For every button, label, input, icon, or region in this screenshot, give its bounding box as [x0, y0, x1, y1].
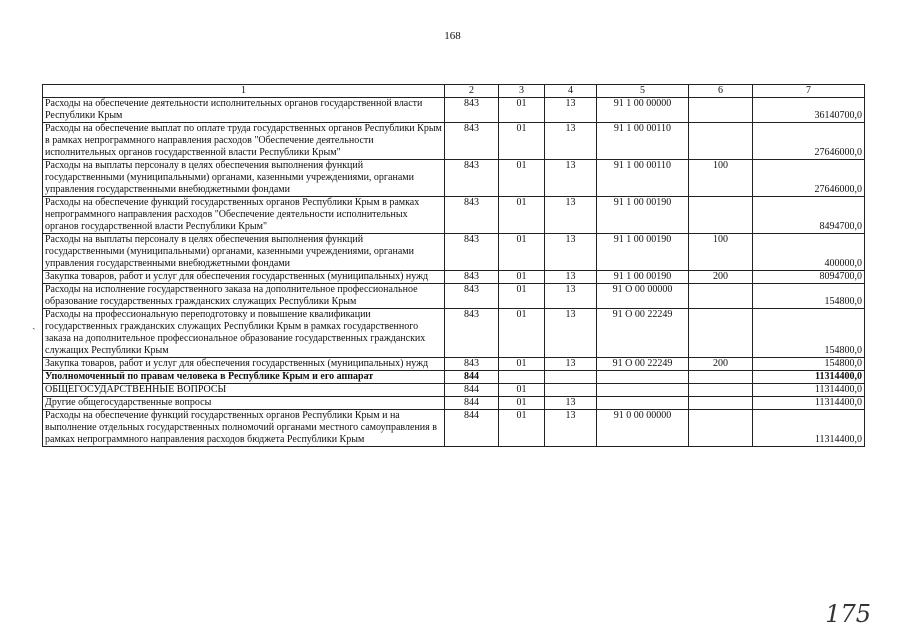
row-col-5: 91 1 00 00190: [597, 271, 689, 284]
row-col-5: [597, 384, 689, 397]
row-col-6: 100: [689, 160, 753, 197]
row-description: Расходы на обеспечение функций государственных органов Республики Крым в рамках непрограммного направления расходов "Обеспечение деятельности исполнительных органов государственной власти Республики Крым": [43, 197, 445, 234]
row-col-3: 01: [499, 197, 545, 234]
row-col-2: 844: [445, 397, 499, 410]
row-description: Расходы на выплаты персоналу в целях обеспечения выполнения функций государственными (муниципальными) органами, казенными учреждениями, органами управления государственными внебюджетными фондами: [43, 234, 445, 271]
row-description: Расходы на обеспечение выплат по оплате труда государственных органов Республики Крым в рамках непрограммного направления расходов "Обеспечение деятельности исполнительных органов государственной власти Республики Крым": [43, 123, 445, 160]
row-col-6: [689, 410, 753, 447]
row-col-2: 843: [445, 98, 499, 123]
row-description: ОБЩЕГОСУДАРСТВЕННЫЕ ВОПРОСЫ: [43, 384, 445, 397]
row-amount: 11314400,0: [753, 384, 865, 397]
table-row: [43, 160, 865, 197]
table-row: [43, 358, 865, 371]
row-description: Расходы на обеспечение деятельности исполнительных органов государственной власти Республики Крым: [43, 98, 445, 123]
row-col-2: 844: [445, 371, 499, 384]
row-amount: 154800,0: [753, 358, 865, 371]
row-col-4: 13: [545, 309, 597, 358]
row-col-6: [689, 98, 753, 123]
row-amount: 8094700,0: [753, 271, 865, 284]
header-col-2: 2: [445, 85, 499, 98]
row-col-3: 01: [499, 384, 545, 397]
row-col-5: 91 О 00 00000: [597, 284, 689, 309]
header-col-4: 4: [545, 85, 597, 98]
row-col-5: 91 0 00 00000: [597, 410, 689, 447]
row-col-2: 843: [445, 197, 499, 234]
row-description: Другие общегосударственные вопросы: [43, 397, 445, 410]
row-col-2: 843: [445, 160, 499, 197]
row-col-6: 100: [689, 234, 753, 271]
row-col-4: 13: [545, 397, 597, 410]
row-col-4: 13: [545, 123, 597, 160]
row-col-2: 844: [445, 384, 499, 397]
row-col-4: 13: [545, 234, 597, 271]
table-header-row: [43, 85, 865, 98]
row-col-6: [689, 371, 753, 384]
row-col-2: 843: [445, 358, 499, 371]
row-amount: 8494700,0: [753, 197, 865, 234]
row-col-5: 91 1 00 00000: [597, 98, 689, 123]
row-amount: 11314400,0: [753, 410, 865, 447]
row-col-4: 13: [545, 284, 597, 309]
row-amount: 154800,0: [753, 309, 865, 358]
row-col-4: [545, 371, 597, 384]
row-col-6: [689, 284, 753, 309]
row-description: Закупка товаров, работ и услуг для обеспечения государственных (муниципальных) нужд: [43, 271, 445, 284]
table-row: [43, 123, 865, 160]
header-col-5: 5: [597, 85, 689, 98]
row-col-6: [689, 397, 753, 410]
row-description: Расходы на профессиональную переподготовку и повышение квалификации государственных гражданских служащих Республики Крым в рамках государственного заказа на дополнительное профессиональное образование государственных гражданских служащих Республики Крым: [43, 309, 445, 358]
row-amount: 27646000,0: [753, 123, 865, 160]
row-col-3: 01: [499, 160, 545, 197]
row-col-5: 91 О 00 22249: [597, 309, 689, 358]
header-col-3: 3: [499, 85, 545, 98]
row-col-2: 843: [445, 309, 499, 358]
table-row: [43, 309, 865, 358]
row-col-3: 01: [499, 284, 545, 309]
row-col-5: 91 1 00 00190: [597, 234, 689, 271]
row-col-6: [689, 197, 753, 234]
row-col-2: 843: [445, 284, 499, 309]
row-col-4: 13: [545, 160, 597, 197]
handwritten-page-number: 175: [825, 600, 871, 628]
row-col-5: 91 1 00 00110: [597, 123, 689, 160]
table-row: [43, 271, 865, 284]
row-col-6: 200: [689, 271, 753, 284]
row-description: Расходы на исполнение государственного заказа на дополнительное профессиональное образование государственных гражданских служащих Республики Крым: [43, 284, 445, 309]
row-col-4: 13: [545, 410, 597, 447]
table-row: [43, 234, 865, 271]
row-col-2: 844: [445, 410, 499, 447]
row-amount: 36140700,0: [753, 98, 865, 123]
header-col-6: 6: [689, 85, 753, 98]
row-col-3: 01: [499, 309, 545, 358]
header-col-1: 1: [43, 85, 445, 98]
row-col-3: 01: [499, 397, 545, 410]
table-row: [43, 410, 865, 447]
row-col-5: 91 1 00 00190: [597, 197, 689, 234]
table-row: [43, 384, 865, 397]
row-col-3: 01: [499, 98, 545, 123]
row-description: Уполномоченный по правам человека в Республике Крым и его аппарат: [43, 371, 445, 384]
row-amount: 400000,0: [753, 234, 865, 271]
row-col-3: 01: [499, 123, 545, 160]
row-col-5: 91 О 00 22249: [597, 358, 689, 371]
row-col-3: [499, 371, 545, 384]
row-col-2: 843: [445, 234, 499, 271]
row-description: Расходы на обеспечение функций государственных органов Республики Крым и на выполнение отдельных государственных полномочий органами местного самоуправления в рамках непрограммного направления расходов бюджета Республики Крым: [43, 410, 445, 447]
row-col-6: [689, 123, 753, 160]
row-col-3: 01: [499, 358, 545, 371]
header-col-7: 7: [753, 85, 865, 98]
row-description: Закупка товаров, работ и услуг для обеспечения государственных (муниципальных) нужд: [43, 358, 445, 371]
budget-table: [42, 84, 865, 447]
table-row: [43, 371, 865, 384]
table-row: [43, 98, 865, 123]
row-col-5: [597, 397, 689, 410]
row-amount: 11314400,0: [753, 371, 865, 384]
row-amount: 154800,0: [753, 284, 865, 309]
row-col-4: 13: [545, 358, 597, 371]
row-col-5: 91 1 00 00110: [597, 160, 689, 197]
row-amount: 11314400,0: [753, 397, 865, 410]
row-col-2: 843: [445, 123, 499, 160]
row-col-3: 01: [499, 271, 545, 284]
row-description: Расходы на выплаты персоналу в целях обеспечения выполнения функций государственными (муниципальными) органами, казенными учреждениями, органами управления государственными внебюджетными фондами: [43, 160, 445, 197]
row-col-3: 01: [499, 410, 545, 447]
table-row: [43, 397, 865, 410]
row-col-4: 13: [545, 98, 597, 123]
row-col-5: [597, 371, 689, 384]
row-amount: 27646000,0: [753, 160, 865, 197]
row-col-6: [689, 384, 753, 397]
row-col-6: 200: [689, 358, 753, 371]
page-number: 168: [444, 30, 461, 42]
row-col-4: [545, 384, 597, 397]
table-row: [43, 197, 865, 234]
row-col-4: 13: [545, 271, 597, 284]
row-col-6: [689, 309, 753, 358]
margin-mark: ˏ: [32, 318, 36, 330]
row-col-4: 13: [545, 197, 597, 234]
table-row: [43, 284, 865, 309]
row-col-2: 843: [445, 271, 499, 284]
row-col-3: 01: [499, 234, 545, 271]
